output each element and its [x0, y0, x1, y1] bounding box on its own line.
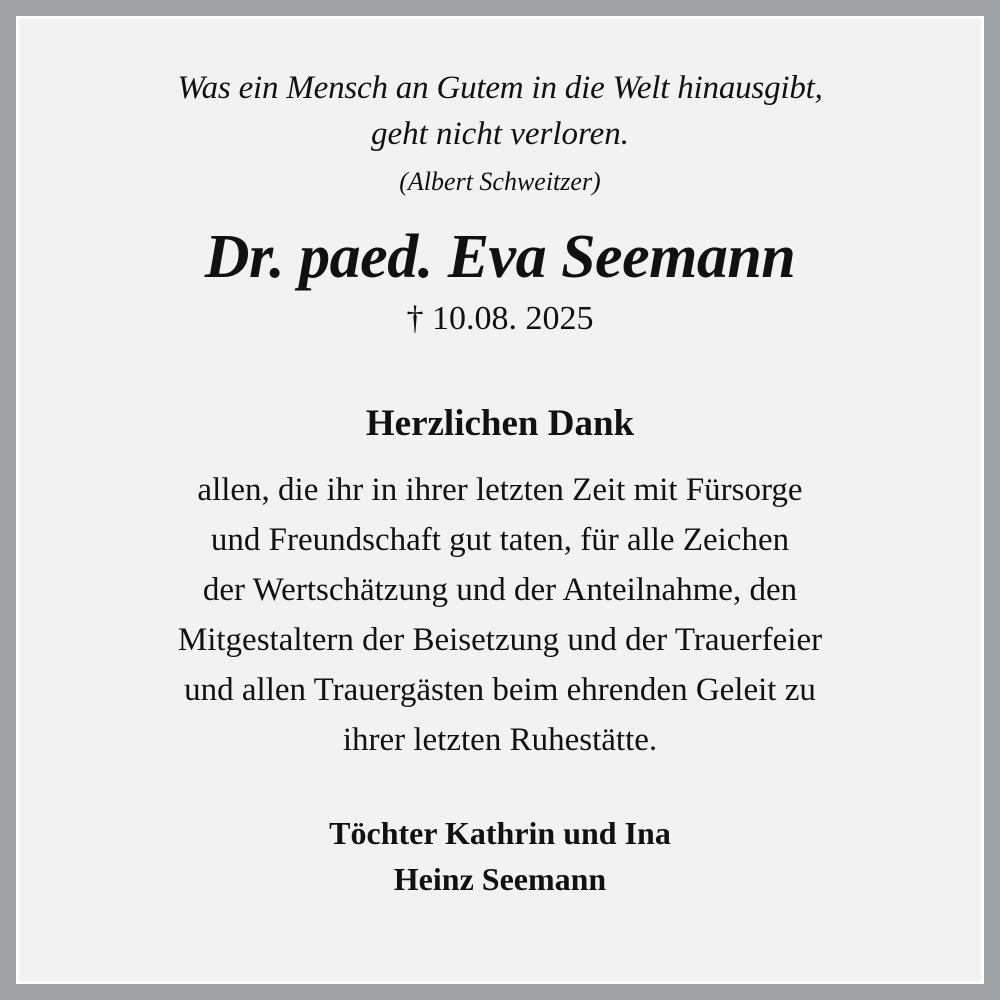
- thanks-body-line: allen, die ihr in ihrer letzten Zeit mit Fürsorge: [197, 471, 803, 508]
- thanks-body-line: Mitgestaltern der Beisetzung und der Trauerfeier: [177, 622, 823, 659]
- quote-author: (Albert Schweitzer): [399, 167, 601, 197]
- thanks-body-line: und Freundschaft gut taten, für alle Zeichen: [210, 521, 790, 558]
- quote-line-1: Was ein Mensch an Gutem in die Welt hinausgibt,: [177, 70, 823, 106]
- thanks-body: [79, 465, 921, 766]
- death-date: † 10.08. 2025: [406, 300, 594, 338]
- quote-line-2: geht nicht verloren.: [370, 115, 630, 152]
- thanks-body-line: der Wertschätzung und der Anteilnahme, den: [202, 571, 798, 608]
- thanks-body-line: und allen Trauergästen beim ehrenden Geleit zu: [184, 672, 816, 709]
- obituary-inner-border: [16, 16, 984, 984]
- thanks-body-line: ihrer letzten Ruhestätte.: [342, 722, 658, 759]
- thanks-heading: Herzlichen Dank: [365, 403, 635, 445]
- deceased-name: Dr. paed. Eva Seemann: [204, 223, 796, 292]
- obituary-card: [19, 19, 981, 981]
- signer-line: Töchter Kathrin und Ina: [329, 814, 671, 851]
- signers: [79, 810, 921, 902]
- signer-line: Heinz Seemann: [393, 860, 607, 897]
